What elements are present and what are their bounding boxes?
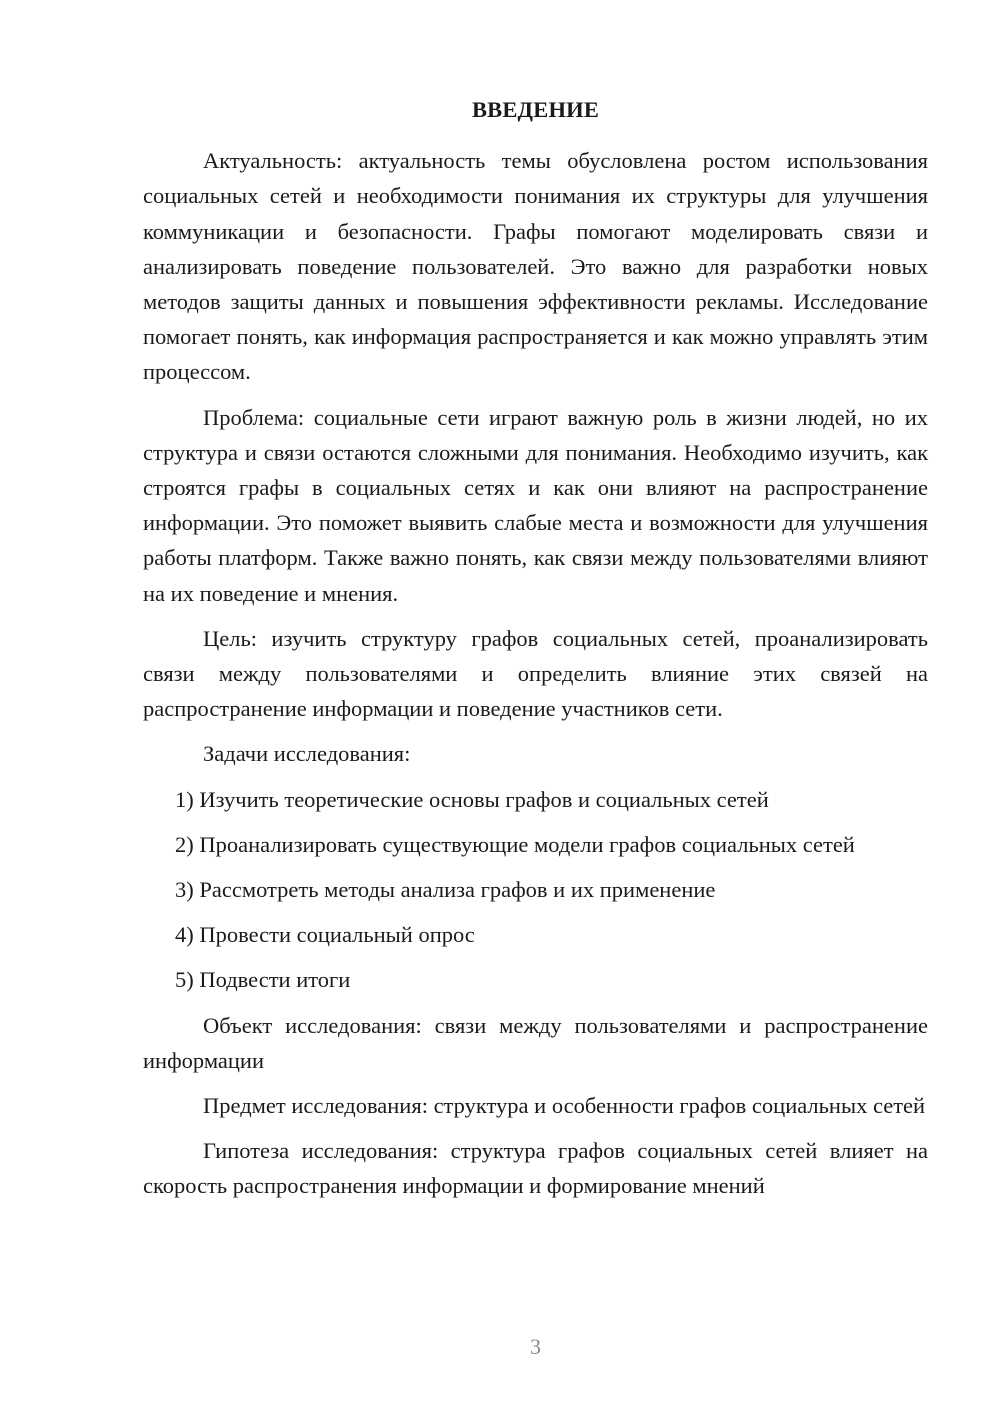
paragraph-relevance: Актуальность: актуальность темы обусловлена ростом использования социальных сетей и необходимости понимания их структуры для улучшения коммуникации и безопасности. Графы помогают моделировать связи и анализировать поведение пользователей. Это важно для разработки новых методов защиты данных и повышения эффективности рекламы. Исследование помогает понять, как информация распространяется и как можно управлять этим процессом. — [143, 148, 928, 385]
paragraph-subject: Предмет исследования: структура и особенности графов социальных сетей — [203, 1093, 926, 1119]
tasks-list — [143, 782, 928, 998]
page-title: ВВЕДЕНИЕ — [471, 97, 600, 122]
task-item: 1) Изучить теоретические основы графов и социальных сетей — [175, 786, 769, 812]
page-number: 3 — [530, 1334, 541, 1359]
paragraph-hypothesis: Гипотеза исследования: структура графов социальных сетей влияет на скорость распространения информации и формирование мнений — [143, 1138, 928, 1199]
task-item: 5) Подвести итоги — [175, 967, 351, 993]
task-item: 4) Провести социальный опрос — [175, 922, 475, 948]
tasks-heading: Задачи исследования: — [203, 741, 411, 767]
task-item: 2) Проанализировать существующие модели графов социальных сетей — [175, 831, 855, 857]
paragraph-goal: Цель: изучить структуру графов социальных сетей, проанализировать связи между пользователями и определить влияние этих связей на распространение информации и поведение участников сети. — [143, 625, 928, 722]
paragraph-object: Объект исследования: связи между пользователями и распространение информации — [143, 1012, 928, 1073]
document-page — [143, 92, 928, 1214]
paragraph-problem: Проблема: социальные сети играют важную роль в жизни людей, но их структура и связи остаются сложными для понимания. Необходимо изучить, как строятся графы в социальных сетях и как они влияют на распространение информации. Это поможет выявить слабые места и возможности для улучшения работы платформ. Также важно понять, как связи между пользователями влияют на их поведение и мнения. — [143, 404, 928, 606]
task-item: 3) Рассмотреть методы анализа графов и их применение — [175, 877, 716, 903]
